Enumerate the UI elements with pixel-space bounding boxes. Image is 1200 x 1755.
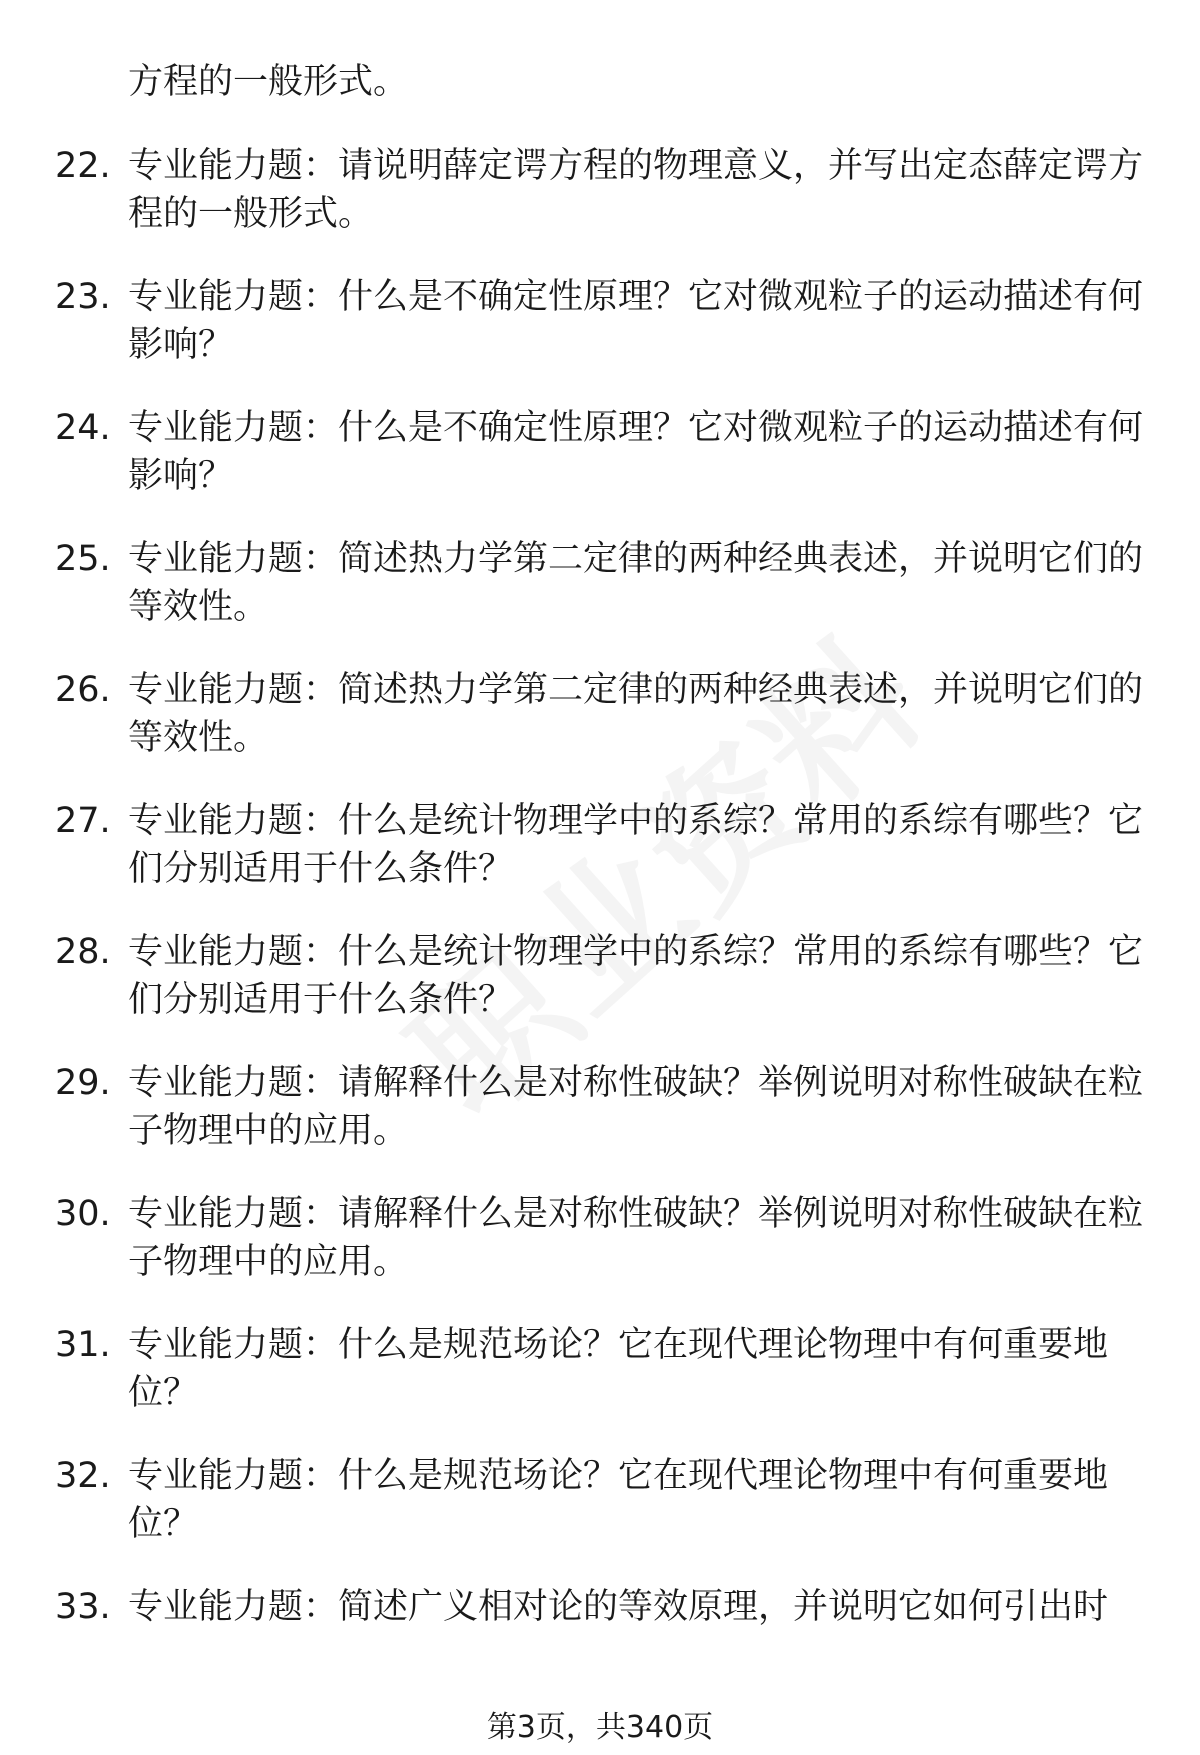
question-text: 专业能力题：简述广义相对论的等效原理，并说明它如何引出时	[128, 1587, 1109, 1627]
question-item	[55, 1452, 1145, 1548]
question-text: 专业能力题：请说明薛定谔方程的物理意义，并写出定态薛定谔方程的一般形式。	[128, 146, 1144, 234]
page-footer: 第3页，共340页	[486, 1710, 714, 1745]
question-item	[55, 142, 1145, 238]
question-text: 专业能力题：什么是统计物理学中的系综？常用的系综有哪些？它们分别适用于什么条件？	[128, 801, 1144, 889]
question-item	[55, 1190, 1145, 1286]
question-item	[55, 666, 1145, 762]
question-number: 22.	[55, 146, 111, 186]
question-number: 25.	[55, 539, 111, 579]
question-text: 专业能力题：简述热力学第二定律的两种经典表述，并说明它们的等效性。	[128, 539, 1144, 627]
question-text: 专业能力题：简述热力学第二定律的两种经典表述，并说明它们的等效性。	[128, 670, 1144, 758]
question-item	[55, 928, 1145, 1024]
question-text: 专业能力题：什么是不确定性原理？它对微观粒子的运动描述有何影响？	[128, 277, 1144, 365]
question-number: 30.	[55, 1194, 111, 1234]
question-text: 专业能力题：什么是规范场论？它在现代理论物理中有何重要地位？	[128, 1325, 1109, 1413]
question-number: 24.	[55, 408, 111, 448]
question-item	[55, 1583, 1145, 1631]
question-item	[55, 404, 1145, 500]
question-text: 专业能力题：什么是统计物理学中的系综？常用的系综有哪些？它们分别适用于什么条件？	[128, 932, 1144, 1020]
question-list	[55, 58, 1145, 1666]
question-number: 29.	[55, 1063, 111, 1103]
question-number: 31.	[55, 1325, 111, 1365]
question-number: 23.	[55, 277, 111, 317]
question-item	[55, 1321, 1145, 1417]
question-text: 专业能力题：请解释什么是对称性破缺？举例说明对称性破缺在粒子物理中的应用。	[128, 1063, 1144, 1151]
question-item	[55, 535, 1145, 631]
question-number: 28.	[55, 932, 111, 972]
question-number: 33.	[55, 1587, 111, 1627]
question-number: 26.	[55, 670, 111, 710]
question-item	[55, 1059, 1145, 1155]
question-item	[55, 273, 1145, 369]
question-text: 专业能力题：什么是不确定性原理？它对微观粒子的运动描述有何影响？	[128, 408, 1144, 496]
question-text: 专业能力题：什么是规范场论？它在现代理论物理中有何重要地位？	[128, 1456, 1109, 1544]
continuation-text: 方程的一般形式。	[128, 62, 409, 102]
question-text: 专业能力题：请解释什么是对称性破缺？举例说明对称性破缺在粒子物理中的应用。	[128, 1194, 1144, 1282]
question-number: 27.	[55, 801, 111, 841]
question-number: 32.	[55, 1456, 111, 1496]
question-item	[55, 797, 1145, 893]
